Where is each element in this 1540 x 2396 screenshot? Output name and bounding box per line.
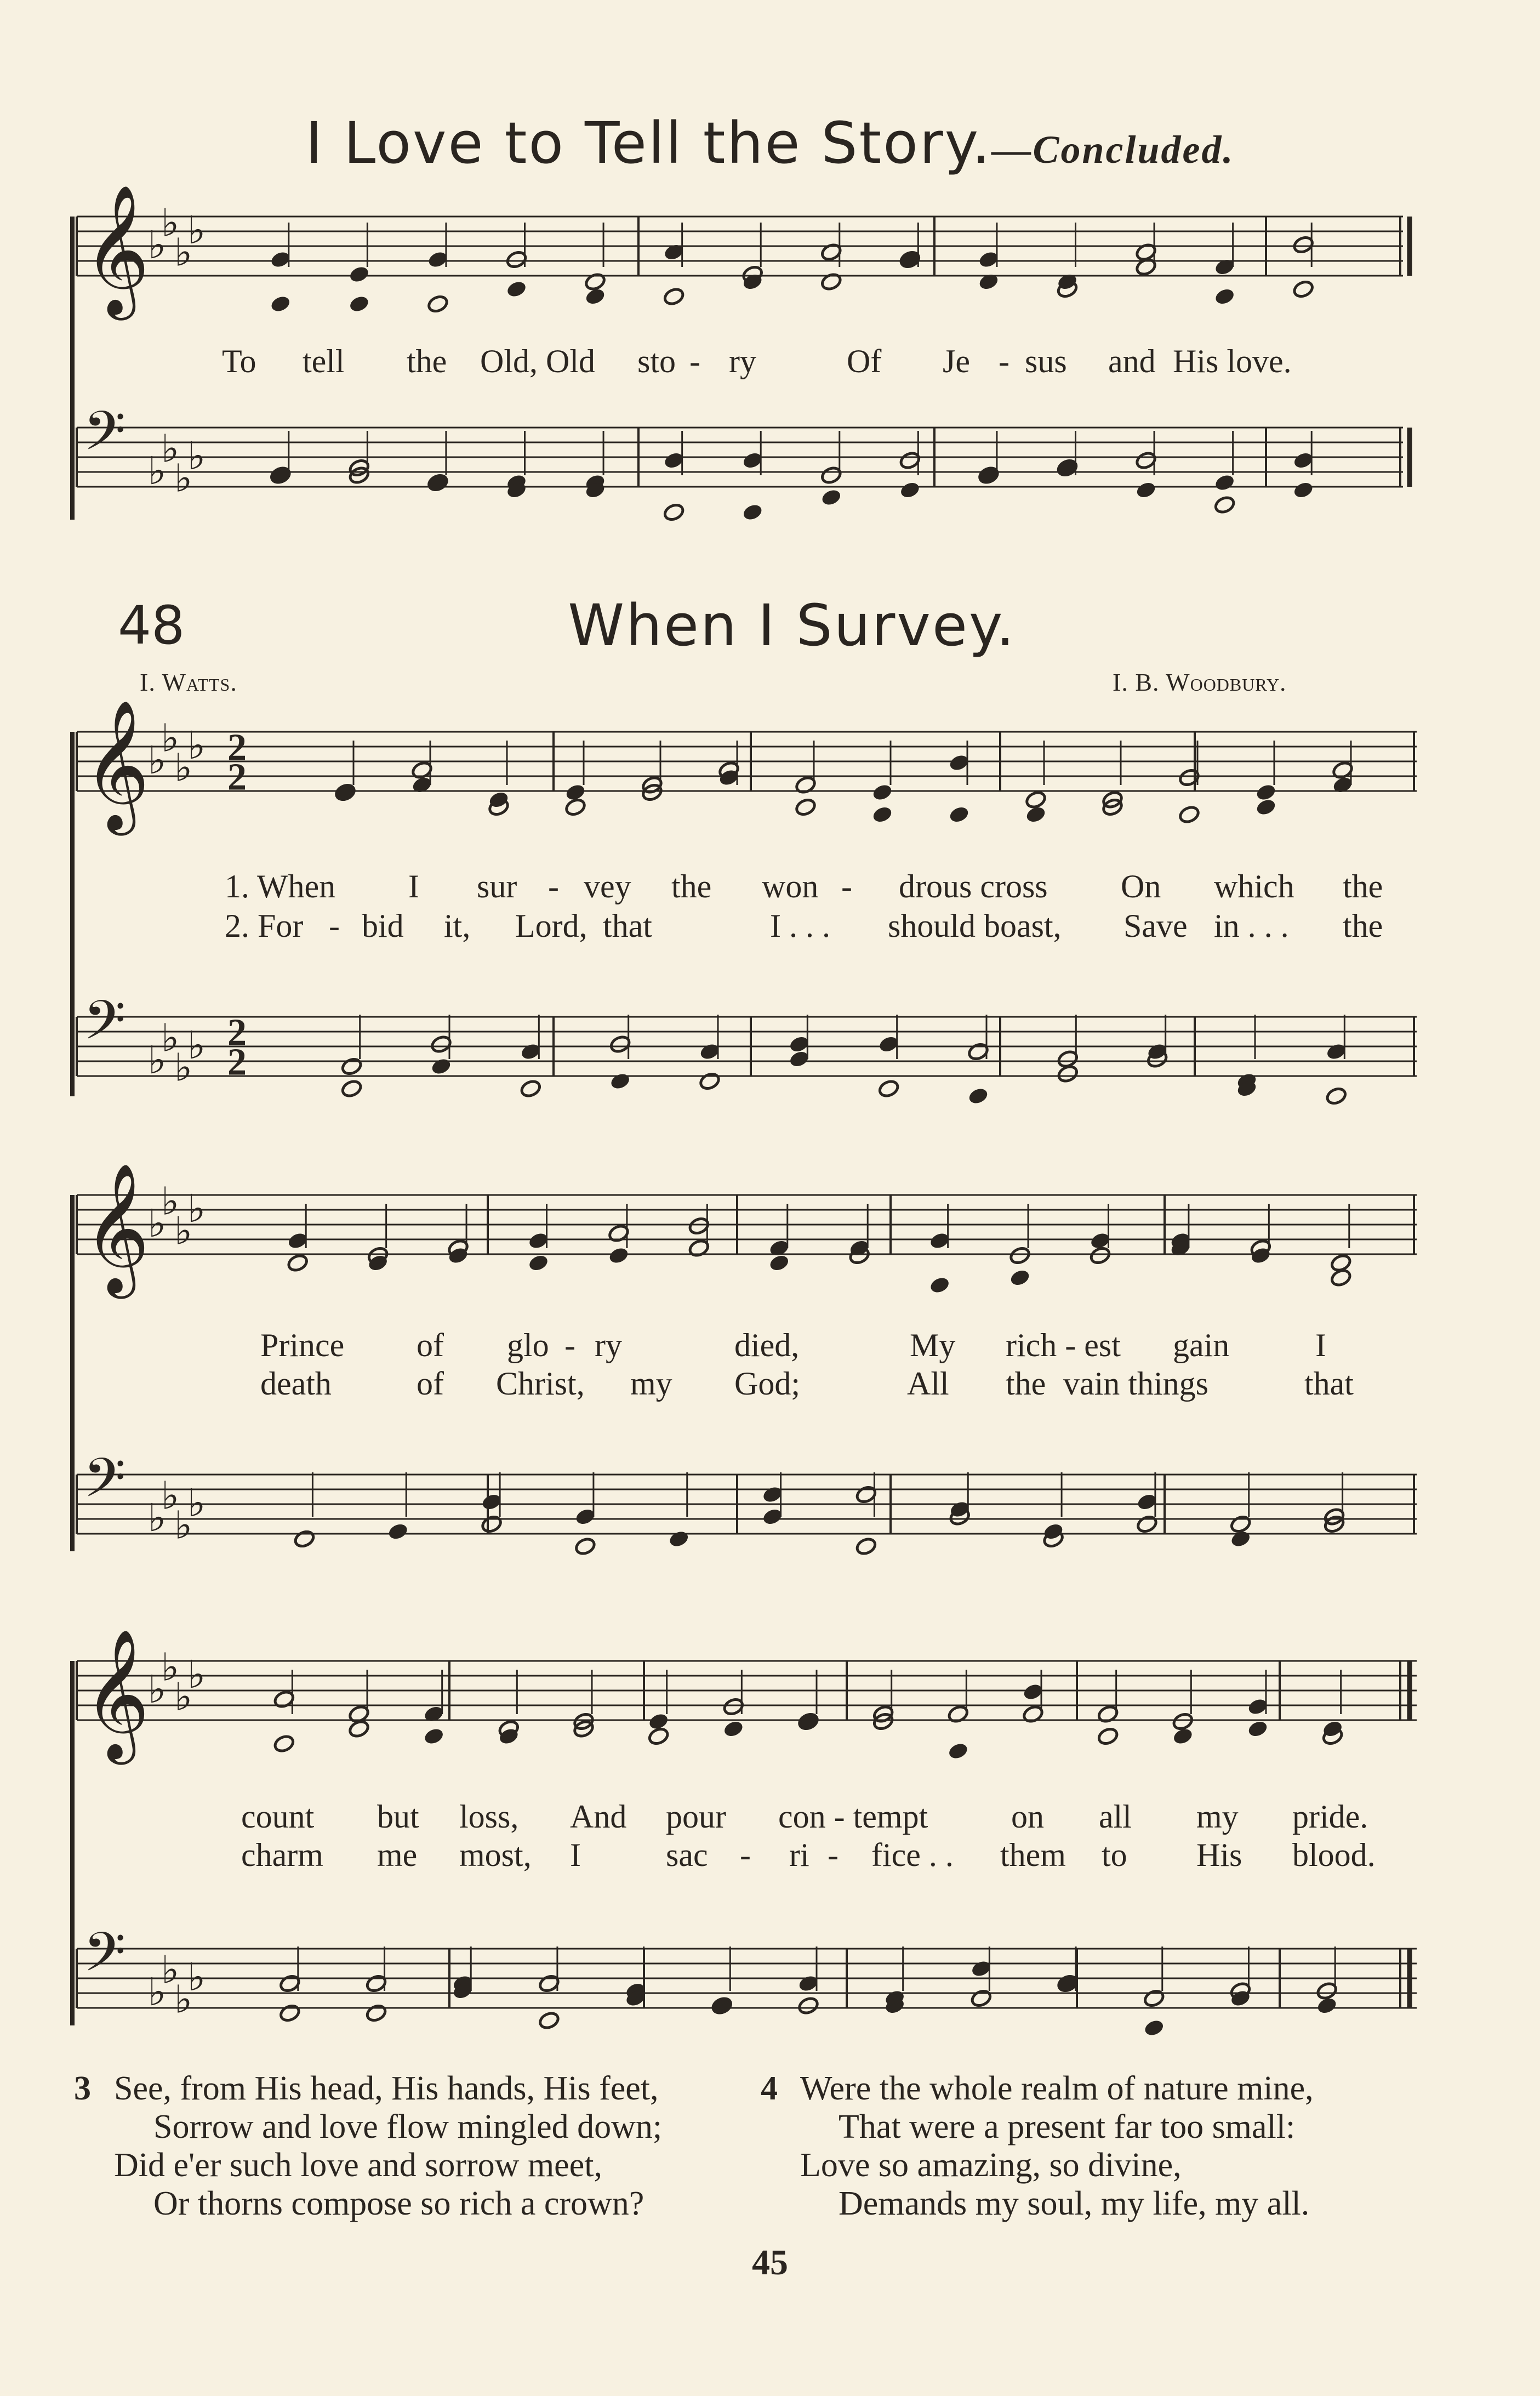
lyric-syllable: -: [841, 868, 852, 904]
note-head: [967, 1086, 990, 1106]
flat-icon: ♭: [161, 1179, 180, 1224]
flat-icon: ♭: [187, 1955, 206, 2000]
note-head: [340, 1079, 363, 1099]
flat-icon: ♭: [161, 1947, 180, 1993]
flat-icon: ♭: [148, 1038, 167, 1083]
note-head: [527, 1253, 550, 1273]
note-head: [365, 2003, 387, 2023]
time-signature-top: 2: [227, 1011, 247, 1054]
verse3-line2: Sorrow and love flow mingled down;: [153, 2108, 663, 2145]
flat-icon: ♭: [187, 434, 206, 479]
note-head: [340, 1056, 363, 1076]
note-head: [348, 294, 370, 314]
lyric-syllable: His: [1196, 1837, 1242, 1873]
lyric-syllable: -: [548, 868, 559, 904]
flat-icon: ♭: [174, 745, 193, 790]
flat-icon: ♭: [187, 1652, 206, 1697]
flat-icon: ♭: [148, 1970, 167, 2014]
lyric-syllable: Lord,: [515, 908, 588, 944]
note-head: [820, 272, 842, 292]
lyric-syllable: won: [762, 868, 819, 904]
note-head: [1255, 782, 1277, 802]
flat-icon: ♭: [174, 1674, 193, 1720]
verse3-line1: See, from His head, His hands, His feet,: [114, 2070, 659, 2107]
lyric-syllable: Je: [943, 343, 970, 379]
lyric-syllable: vain things: [1063, 1365, 1208, 1402]
lyric-syllable: On: [1121, 868, 1161, 904]
lyric-syllable: the: [407, 343, 447, 379]
verse4-line2: That were a present far too small:: [839, 2108, 1296, 2145]
lyric-syllable: And: [570, 1799, 627, 1835]
lyric-syllable: the: [1006, 1365, 1046, 1402]
note-head: [1172, 1711, 1194, 1731]
time-signature-top: 2: [227, 726, 247, 769]
music-composer: I. B. Woodbury.: [1113, 668, 1287, 696]
note-head: [855, 1536, 877, 1556]
bass-clef-icon: 𝄢: [83, 1921, 126, 1997]
lyric-syllable: -: [999, 343, 1009, 379]
note-head: [287, 1253, 309, 1273]
lyric-syllable: loss,: [459, 1799, 519, 1835]
note-head: [564, 797, 587, 817]
verse4-number: 4: [761, 2070, 778, 2107]
verse3-number: 3: [74, 2070, 91, 2107]
lyric-syllable: Of: [847, 343, 882, 379]
lyric-syllable: bid: [362, 908, 404, 944]
note-head: [430, 1056, 453, 1076]
note-head: [1292, 279, 1315, 299]
lyric-syllable: of: [417, 1365, 444, 1402]
flat-icon: ♭: [174, 1977, 193, 2022]
note-head: [722, 1719, 745, 1739]
note-head: [1213, 287, 1236, 306]
lyric-syllable: I: [1315, 1327, 1326, 1363]
note-head: [1247, 1719, 1269, 1739]
lyric-syllable: that: [603, 908, 652, 944]
note-head: [1229, 1514, 1252, 1534]
flat-icon: ♭: [187, 1186, 206, 1231]
lyric-syllable: all: [1099, 1799, 1132, 1835]
verse4-line1: Were the whole realm of nature mine,: [800, 2070, 1314, 2107]
lyric-syllable: gain: [1173, 1327, 1230, 1363]
lyric-syllable: charm: [241, 1837, 323, 1873]
note-head: [1325, 1086, 1348, 1106]
lyric-syllable: but: [377, 1799, 419, 1835]
note-head: [1143, 1988, 1165, 2008]
previous-hymn-title-text: I Love to Tell the Story.: [305, 110, 992, 177]
note-head: [278, 2003, 301, 2023]
note-head: [668, 1529, 690, 1549]
lyric-syllable: on: [1011, 1799, 1044, 1835]
note-head: [1292, 480, 1315, 500]
lyric-syllable: -: [329, 908, 340, 944]
note-head: [742, 502, 764, 522]
lyric-syllable: glo: [507, 1327, 549, 1363]
lyric-syllable: count: [241, 1799, 315, 1835]
note-head: [1136, 1514, 1158, 1534]
lyric-syllable: I: [570, 1837, 581, 1873]
lyric-syllable: Save: [1123, 908, 1188, 944]
lyric-syllable: rich - est: [1006, 1327, 1121, 1363]
flat-icon: ♭: [174, 1045, 193, 1090]
note-head: [423, 1726, 445, 1746]
note-head: [1178, 805, 1201, 824]
note-head: [948, 805, 971, 824]
note-head: [293, 1529, 316, 1549]
lyric-syllable: pour: [666, 1799, 726, 1835]
lyric-syllable: death: [260, 1365, 332, 1402]
lyric-syllable: His love.: [1173, 343, 1292, 379]
note-head: [663, 287, 685, 306]
lyric-syllable: All: [907, 1365, 949, 1402]
lyric-syllable: 2. For: [225, 908, 304, 944]
verse3-line3: Did e'er such love and sorrow meet,: [114, 2147, 602, 2184]
note-head: [871, 805, 894, 824]
note-head: [1330, 1268, 1352, 1288]
flat-icon: ♭: [174, 456, 193, 501]
note-head: [538, 2011, 560, 2030]
note-head: [1025, 790, 1047, 810]
lyric-syllable: it,: [444, 908, 471, 944]
note-head: [520, 1079, 542, 1099]
note-head: [584, 272, 607, 292]
lyric-syllable: Christ,: [496, 1365, 585, 1402]
note-head: [481, 1514, 503, 1534]
note-head: [1143, 2018, 1165, 2038]
lyric-syllable: them: [1000, 1837, 1066, 1873]
note-head: [505, 279, 528, 299]
note-head: [977, 272, 1000, 292]
note-head: [1057, 1064, 1079, 1084]
flat-icon: ♭: [187, 208, 206, 253]
note-head: [273, 1734, 295, 1754]
flat-icon: ♭: [161, 200, 180, 246]
verse4-line3: Love so amazing, so divine,: [800, 2147, 1182, 2184]
treble-clef-icon: 𝄞: [83, 1629, 150, 1759]
note-head: [928, 1275, 951, 1295]
lyric-syllable: the: [1343, 908, 1383, 944]
lyric-syllable: in . . .: [1214, 908, 1289, 944]
note-head: [768, 1253, 790, 1273]
flat-icon: ♭: [148, 448, 167, 493]
lyric-syllable: sac: [666, 1837, 708, 1873]
flat-icon: ♭: [161, 1473, 180, 1518]
lyric-syllable: my: [1196, 1799, 1239, 1835]
lyric-syllable: fice . .: [871, 1837, 954, 1873]
flat-icon: ♭: [174, 230, 193, 275]
note-head: [947, 1741, 969, 1761]
flat-icon: ♭: [148, 1667, 167, 1712]
flat-icon: ♭: [174, 1503, 193, 1548]
note-head: [699, 1071, 721, 1091]
lyric-syllable: the: [671, 868, 712, 904]
lyric-syllable: My: [910, 1327, 956, 1363]
note-head: [970, 1988, 993, 2008]
lyric-syllable: To: [222, 343, 256, 379]
note-head: [348, 264, 370, 284]
flat-icon: ♭: [187, 723, 206, 768]
lyric-syllable: died,: [734, 1327, 800, 1363]
lyric-syllable: should boast,: [888, 908, 1062, 944]
lyric-syllable: -: [828, 1837, 839, 1873]
note-head: [426, 294, 449, 314]
treble-clef-icon: 𝄞: [83, 184, 150, 315]
note-head: [1009, 1268, 1031, 1288]
lyric-syllable: blood.: [1292, 1837, 1376, 1873]
note-head: [269, 294, 292, 314]
flat-icon: ♭: [187, 1481, 206, 1526]
lyric-syllable: vey: [584, 868, 631, 904]
note-head: [877, 1079, 900, 1099]
note-head: [871, 782, 894, 802]
note-head: [348, 1719, 370, 1739]
lyric-syllable: I: [408, 868, 419, 904]
lyric-syllable: that: [1304, 1365, 1354, 1402]
lyric-syllable: sur: [477, 868, 517, 904]
page-number: 45: [752, 2243, 788, 2283]
lyric-syllable: Old, Old: [480, 343, 595, 379]
note-head: [1255, 797, 1277, 817]
flat-icon: ♭: [174, 1208, 193, 1254]
flat-icon: ♭: [161, 1644, 180, 1690]
lyric-syllable: sto: [637, 343, 676, 379]
hymn-number: 48: [118, 595, 185, 656]
note-head: [1089, 1245, 1111, 1265]
flat-icon: ♭: [148, 223, 167, 268]
concluded-label: —Concluded.: [991, 128, 1235, 172]
bass-clef-icon: 𝄢: [83, 989, 126, 1066]
flat-icon: ♭: [161, 1015, 180, 1061]
time-signature-bottom: 2: [227, 1041, 247, 1084]
note-head: [1097, 1726, 1119, 1746]
note-head: [795, 797, 817, 817]
note-head: [574, 1536, 596, 1556]
lyric-syllable: the: [1343, 868, 1383, 904]
lyric-syllable: and: [1108, 343, 1156, 379]
lyric-syllable: -: [740, 1837, 751, 1873]
flat-icon: ♭: [148, 1201, 167, 1246]
lyric-syllable: ry: [729, 343, 756, 379]
lyric-syllable: me: [377, 1837, 418, 1873]
lyric-syllable: most,: [459, 1837, 532, 1873]
lyric-syllable: tell: [303, 343, 345, 379]
note-head: [1213, 495, 1236, 515]
lyric-syllable: to: [1102, 1837, 1127, 1873]
lyric-syllable: -: [564, 1327, 575, 1363]
hymn-title: When I Survey.: [568, 592, 1016, 659]
verse3-line4: Or thorns compose so rich a crown?: [153, 2185, 644, 2222]
lyric-syllable: my: [630, 1365, 672, 1402]
note-head: [820, 487, 842, 507]
note-head: [1009, 1245, 1031, 1265]
lyric-syllable: which: [1214, 868, 1294, 904]
note-head: [1213, 473, 1236, 492]
treble-clef-icon: 𝄞: [83, 1163, 150, 1293]
flat-icon: ♭: [148, 1495, 167, 1540]
lyric-syllable: 1. When: [225, 868, 336, 904]
note-head: [797, 1996, 820, 2016]
note-head: [387, 1522, 409, 1541]
lyric-syllable: ry: [595, 1327, 622, 1363]
bass-clef-icon: 𝄢: [83, 1447, 126, 1523]
lyric-syllable: drous cross: [899, 868, 1048, 904]
lyric-syllable: -: [689, 343, 700, 379]
lyric-syllable: I . . .: [770, 908, 830, 944]
flat-icon: ♭: [148, 738, 167, 783]
note-head: [899, 480, 921, 500]
note-head: [663, 502, 685, 522]
words-author: I. Watts.: [140, 668, 237, 696]
lyric-syllable: sus: [1025, 343, 1067, 379]
note-head: [609, 1071, 631, 1091]
note-head: [647, 1726, 670, 1746]
note-head: [1135, 480, 1157, 500]
time-signature-bottom: 2: [227, 756, 247, 799]
note-head: [607, 1245, 630, 1265]
bass-clef-icon: 𝄢: [83, 400, 126, 476]
flat-icon: ♭: [187, 1023, 206, 1068]
flat-icon: ♭: [161, 426, 180, 471]
lyric-syllable: God;: [734, 1365, 800, 1402]
flat-icon: ♭: [161, 715, 180, 761]
lyric-syllable: con - tempt: [778, 1799, 928, 1835]
lyric-syllable: of: [417, 1327, 444, 1363]
lyric-syllable: pride.: [1292, 1799, 1368, 1835]
treble-clef-icon: 𝄞: [83, 699, 150, 830]
lyric-syllable: Prince: [260, 1327, 345, 1363]
lyric-syllable: ri: [789, 1837, 809, 1873]
verse4-line4: Demands my soul, my life, my all.: [839, 2185, 1310, 2222]
